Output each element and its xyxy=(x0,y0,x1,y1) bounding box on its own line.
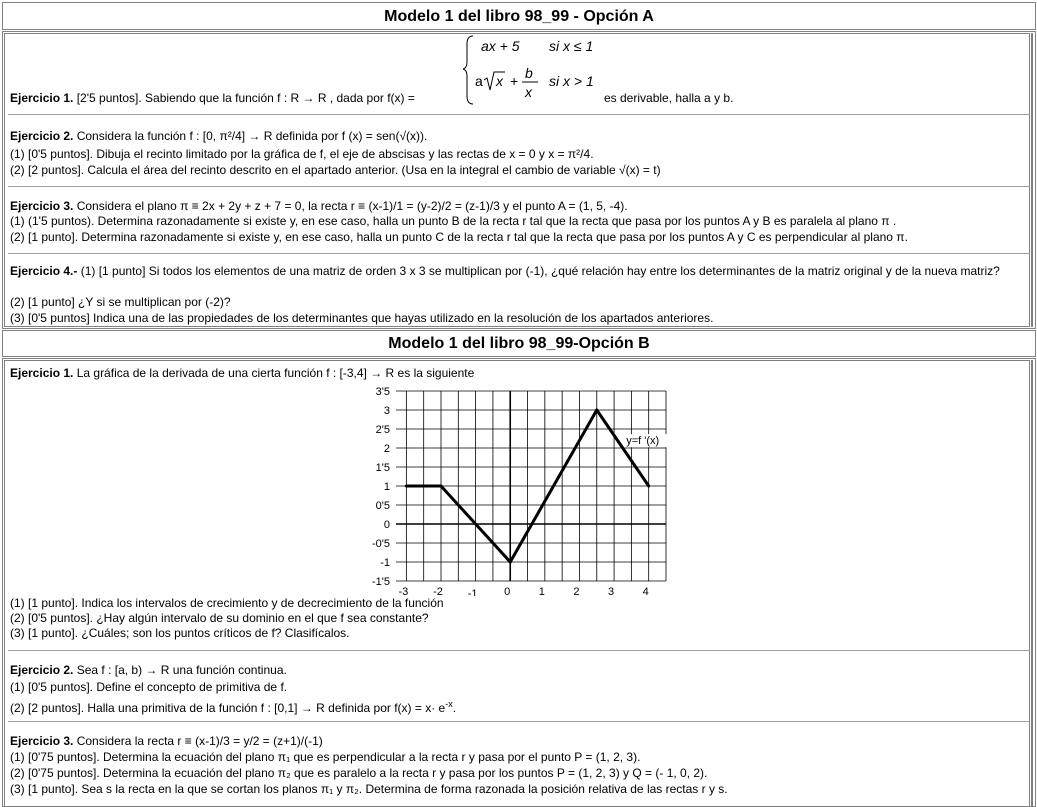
divider xyxy=(8,650,1030,651)
derivative-chart xyxy=(358,381,678,596)
piece2-num: b xyxy=(525,65,533,81)
piece2-sqrt-x: x xyxy=(496,73,503,89)
ex-b1-p2: (2) [0'5 puntos]. ¿Hay algún intervalo de su dominio en el que f sea constante? xyxy=(10,611,429,625)
option-b-title: Modelo 1 del libro 98_99-Opción B xyxy=(388,335,650,352)
piece1-expr: ax + 5 xyxy=(481,38,520,54)
divider xyxy=(8,114,1030,115)
ex-b3-p3: (3) [1 punto]. Sea s la recta en la que se cortan los planos π₁ y π₂. Determina de forma razonada la posición relativa de las rectas r y s. xyxy=(10,782,728,796)
y-tick-label: 2 xyxy=(383,443,390,455)
x-tick-label: 0 xyxy=(504,586,511,596)
ex-a2-line xyxy=(10,129,427,144)
ex-a2-p1: (1) [0'5 puntos]. Dibuja el recinto limitado por la gráfica de f, el eje de abscisas y las rectas de x = 0 y x = π²/4. xyxy=(10,147,594,161)
ex-b2-p2: (2) [2 puntos]. Halla una primitiva de la función f : [0,1] → R definida por f(x) = x· e xyxy=(10,701,446,715)
y-tick-label: 0 xyxy=(383,519,390,531)
y-tick-label: 2'5 xyxy=(375,424,390,436)
option-b-header xyxy=(2,330,1036,357)
piecewise-formula xyxy=(463,34,608,106)
data-point xyxy=(595,409,598,412)
ex-a1-label: Ejercicio 1. xyxy=(10,91,74,105)
ex-a3-line xyxy=(10,199,628,214)
option-a-body xyxy=(2,31,1036,329)
ex-a3-p1: (1) (1'5 puntos). Determina razonadamente si existe y, en ese caso, halla un punto B de la recta r tal que la recta que pasa por los puntos A y B es paralela al plano π . xyxy=(10,214,897,228)
y-tick-label: 1'5 xyxy=(375,462,390,474)
ex-a4-p2: (2) [1 punto] ¿Y si se multiplican por (-2)? xyxy=(10,295,231,309)
ex-b1-p3: (3) [1 punto]. ¿Cuáles; son los puntos críticos de f? Clasifícalos. xyxy=(10,626,350,640)
ex-a3-label: Ejercicio 3. xyxy=(10,199,74,213)
ex-b1-p1: (1) [1 punto]. Indica los intervalos de crecimiento y de decrecimiento de la función xyxy=(10,596,444,610)
data-point xyxy=(440,485,443,488)
ex-a2-label: Ejercicio 2. xyxy=(10,129,74,143)
ex-a2-text: Considera la función f : [0, π²/4] → R definida por f (x) = sen(√(x)). xyxy=(73,129,428,143)
y-tick-label: 3 xyxy=(383,405,390,417)
ex-b2-p2-exponent: -x xyxy=(445,699,453,709)
data-point xyxy=(647,485,650,488)
left-brace xyxy=(463,36,473,104)
x-tick-label: 2 xyxy=(573,586,580,596)
ex-b3-text: Considera la recta r ≡ (x-1)/3 = y/2 = (z+1)/(-1) xyxy=(73,734,323,748)
ex-b2-p2-line xyxy=(10,697,456,716)
option-a-title: Modelo 1 del libro 98_99 - Opción A xyxy=(384,8,654,25)
divider xyxy=(8,253,1030,254)
y-tick-label: 1 xyxy=(383,481,390,493)
x-tick-label: 1 xyxy=(538,586,545,596)
series-label: y=f '(x) xyxy=(626,435,660,448)
y-tick-label: 0'5 xyxy=(375,500,390,512)
ex-b2-p1: (1) [0'5 puntos]. Define el concepto de primitiva de f. xyxy=(10,680,288,694)
ex-a4-label: Ejercicio 4.- xyxy=(10,264,78,278)
y-tick-label: -0'5 xyxy=(372,538,390,550)
ex-b2-p2-end: . xyxy=(452,701,457,715)
ex-b1-text: La gráfica de la derivada de una cierta función f : [-3,4] → R es la siguiente xyxy=(73,366,475,380)
ex-a4-p3: (3) [0'5 puntos] Indica una de las propiedades de los determinantes que hayas utilizado en la resolución de los apartados anteriores. xyxy=(10,311,714,325)
ex-a2-p2: (2) [2 puntos]. Calcula el área del recinto descrito en el apartado anterior. (Usa en la integral el cambio de variable √(x) = t) xyxy=(10,163,661,177)
y-tick-label: 3'5 xyxy=(375,386,390,398)
y-tick-label: -1'5 xyxy=(372,576,390,588)
ex-b3-p1: (1) [0'75 puntos]. Determina la ecuación del plano π₁ que es perpendicular a la recta r y pasa por el punto P = (1, 2, 3). xyxy=(10,750,641,764)
ex-b1-label: Ejercicio 1. xyxy=(10,366,74,380)
piece1-cond: si x ≤ 1 xyxy=(549,38,594,54)
piece2-cond: si x > 1 xyxy=(549,73,594,89)
ex-a3-p2: (2) [1 punto]. Determina razonadamente si existe y, en ese caso, halla un punto C de la recta r tal que la recta que pasa por los puntos A y C es perpendicular al plano π. xyxy=(10,230,908,244)
ex-a1-line xyxy=(10,91,415,106)
ex-b2-line xyxy=(10,663,287,678)
option-b-scroll-edge xyxy=(1031,360,1033,807)
x-tick-label: 4 xyxy=(642,586,649,596)
ex-b3-label: Ejercicio 3. xyxy=(10,734,74,748)
x-tick-label: -3 xyxy=(398,586,409,596)
ex-a3-text: Considera el plano π ≡ 2x + 2y + z + 7 = 0, la recta r ≡ (x-1)/1 = (y-2)/2 = (z-1)/3 y el punto A = (1, 5, -4). xyxy=(73,199,628,213)
option-a-header xyxy=(2,2,1036,30)
divider xyxy=(8,186,1030,187)
ex-a4-text: (1) [1 punto] Si todos los elementos de una matriz de orden 3 x 3 se multiplican por (-1), ¿qué relación hay entre los determinantes de la matriz original y de la nueva matriz? xyxy=(77,264,1000,278)
data-point xyxy=(509,561,512,564)
x-tick-label: 3 xyxy=(608,586,615,596)
ex-a4-line xyxy=(10,264,1030,279)
ex-b3-p2: (2) [0'75 puntos]. Determina la ecuación del plano π₂ que es paralelo a la recta r y pasa por los puntos P = (1, 2, 3) y Q = (- 1, 0, 2). xyxy=(10,766,708,780)
x-tick-label: -1 xyxy=(467,588,478,596)
piece2-plus: + xyxy=(510,73,519,89)
ex-a1-tail: es derivable, halla a y b. xyxy=(604,91,734,105)
piece2-a: a xyxy=(475,73,483,89)
ex-b3-line xyxy=(10,734,323,749)
ex-b2-text: Sea f : [a, b) → R una función continua. xyxy=(73,663,287,677)
option-a-scroll-edge xyxy=(1031,33,1033,327)
ex-b1-line xyxy=(10,366,474,381)
y-tick-label: -1 xyxy=(380,557,390,569)
divider xyxy=(8,721,1030,722)
x-tick-label: -2 xyxy=(433,586,443,596)
ex-a1-text: [2'5 puntos]. Sabiendo que la función f : R → R , dada por f(x) = xyxy=(73,91,415,105)
data-point xyxy=(405,485,408,488)
piece2-den: x xyxy=(525,84,532,100)
ex-b2-label: Ejercicio 2. xyxy=(10,663,74,677)
option-b-body xyxy=(2,358,1036,807)
